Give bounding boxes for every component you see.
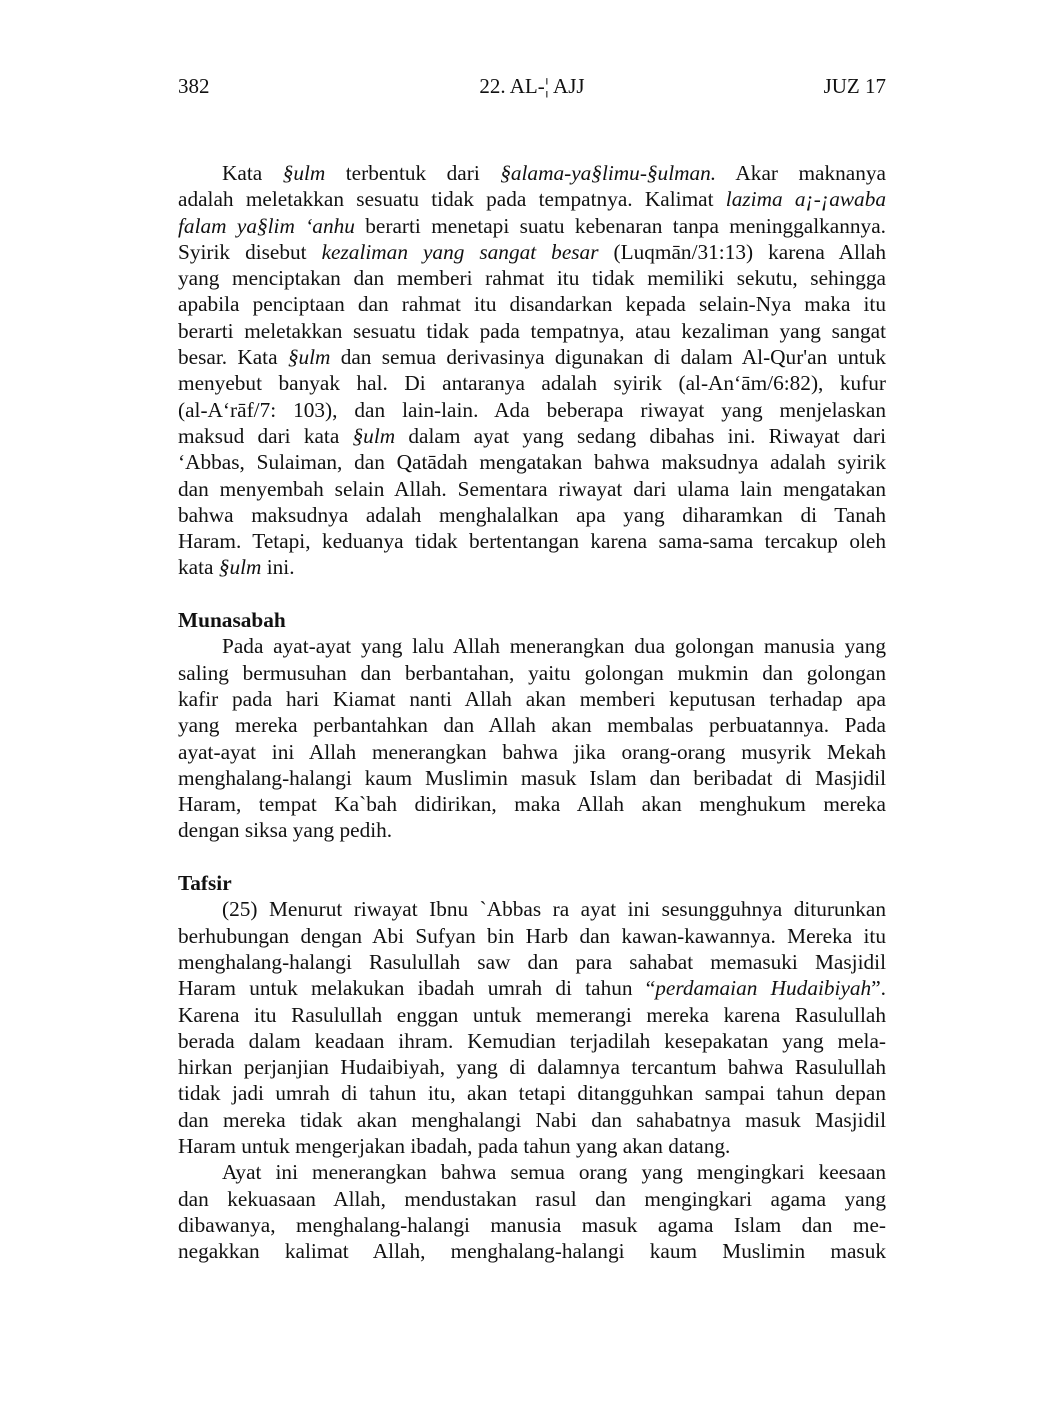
text-run: (25) Menurut riwayat Ibnu `Abbas ra ayat ini sesungguhnya diturunkan <box>222 897 886 922</box>
text-run: dan mereka tidak akan menghalangi Nabi dan sahabatnya masuk Masjidil <box>178 1107 886 1132</box>
text-line <box>178 397 886 423</box>
italic-term: lazima a¡-¡awaba <box>725 187 886 212</box>
text-line <box>178 186 886 212</box>
text-line <box>178 1212 886 1238</box>
chapter-title: 22. AL-¦ AJJ <box>479 74 585 98</box>
text-run: ‘Abbas, Sulaiman, dan Qatādah mengatakan bahwa maksudnya adalah syirik <box>178 450 886 475</box>
running-header <box>178 74 886 102</box>
text-run: Syirik disebut <box>178 239 322 264</box>
text-line <box>178 449 886 475</box>
text-run: Pada ayat-ayat yang lalu Allah menerangkan dua golongan manusia yang <box>222 634 886 659</box>
text-line <box>178 1107 886 1133</box>
italic-term: §ulm <box>282 161 326 185</box>
text-run: ayat-ayat ini Allah menerangkan bahwa jika orang-orang musyrik Mekah <box>178 739 886 764</box>
text-line <box>178 476 886 502</box>
section-heading: Tafsir <box>178 871 232 896</box>
text-line <box>178 686 886 712</box>
text-run: hirkan perjanjian Hudaibiyah, yang di dalamnya tercantum bahwa Rasulullah <box>178 1055 886 1080</box>
text-line <box>178 423 886 449</box>
text-run: dibawanya, menghalang-halangi manusia masuk agama Islam dan me- <box>178 1212 886 1237</box>
italic-term: §alama-ya§limu-§ulman. <box>500 161 717 185</box>
text-run: adalah meletakkan sesuatu tidak pada tempatnya. Kalimat <box>178 187 726 212</box>
text-line <box>178 265 886 291</box>
paragraph <box>178 896 886 1159</box>
text-run: dan semua derivasinya digunakan di dalam Al-Qur'an untuk <box>330 345 886 370</box>
text-run: besar. Kata <box>178 345 288 370</box>
text-run: Kata <box>222 161 283 185</box>
text-run: Haram untuk mengerjakan ibadah, pada tahun yang akan datang. <box>178 1133 731 1158</box>
text-run: Haram, tempat Ka`bah didirikan, maka Allah akan menghukum mereka <box>178 792 886 817</box>
text-run: berhubungan dengan Abi Sufyan bin Harb dan kawan-kawannya. Mereka itu <box>178 923 886 948</box>
text-line <box>178 712 886 738</box>
italic-term: §ulm <box>287 345 331 370</box>
paragraph <box>178 1159 886 1264</box>
text-line <box>178 291 886 317</box>
text-run: dan kekuasaan Allah, mendustakan rasul dan mengingkari agama yang <box>178 1186 886 1211</box>
italic-term: falam ya§lim ‘anhu <box>178 213 355 238</box>
text-line <box>178 975 886 1001</box>
text-line <box>178 791 886 817</box>
text-run: bahwa maksudnya adalah menghalalkan apa yang diharamkan di Tanah <box>178 502 886 527</box>
text-run: Karena itu Rasulullah enggan untuk memerangi mereka karena Rasulullah <box>178 1002 886 1027</box>
text-line <box>178 160 886 186</box>
text-line <box>178 739 886 765</box>
text-line <box>178 1133 886 1159</box>
italic-term: §ulm <box>218 555 262 580</box>
text-line <box>178 1159 886 1185</box>
text-line <box>178 896 886 922</box>
text-line <box>178 633 886 659</box>
text-line <box>178 949 886 975</box>
text-line <box>178 318 886 344</box>
text-line <box>178 213 886 239</box>
text-run: menghalang-halangi kaum Muslimin masuk Islam dan beribadat di Masjidil <box>178 765 886 790</box>
text-line <box>178 239 886 265</box>
paragraph <box>178 160 886 581</box>
text-run: yang mereka perbantahkan dan Allah akan membalas perbuatannya. Pada <box>178 713 886 738</box>
paragraph <box>178 633 886 843</box>
text-run: maksud dari kata <box>178 423 353 448</box>
text-run: menyebut banyak hal. Di antaranya adalah syirik (al-An‘ām/6:82), kufur <box>178 371 886 396</box>
text-run: saling bermusuhan dan berbantahan, yaitu golongan mukmin dan golongan <box>178 660 886 685</box>
page-body <box>178 160 886 1264</box>
blank-line <box>178 581 886 607</box>
text-run: berarti menetapi suatu kebenaran tanpa meninggalkannya. <box>354 213 886 238</box>
text-line <box>178 1028 886 1054</box>
text-run: negakkan kalimat Allah, menghalang-halangi kaum Muslimin masuk <box>178 1239 886 1264</box>
text-run: Akar maknanya <box>716 161 886 185</box>
text-line <box>178 923 886 949</box>
text-line <box>178 817 886 843</box>
text-line <box>178 1054 886 1080</box>
text-line <box>178 1186 886 1212</box>
text-run: berada dalam keadaan ihram. Kemudian terjadilah kesepakatan yang mela- <box>178 1028 886 1053</box>
text-run: tidak jadi umrah di tahun itu, akan tetapi ditangguhkan sampai tahun depan <box>178 1081 886 1106</box>
text-line <box>178 765 886 791</box>
italic-term: perdamaian Hudaibiyah <box>655 976 872 1001</box>
blank-line <box>178 844 886 870</box>
text-run: kata <box>178 555 219 580</box>
text-line <box>178 1238 886 1264</box>
text-run: (Luqmān/31:13) karena Allah <box>598 239 886 264</box>
text-run: menghalang-halangi Rasulullah saw dan para sahabat memasuki Masjidil <box>178 949 886 974</box>
italic-term: §ulm <box>352 423 396 448</box>
text-line <box>178 1002 886 1028</box>
text-line <box>178 502 886 528</box>
text-run: (al-A‘rāf/7: 103), dan lain-lain. Ada beberapa riwayat yang menjelaskan <box>178 397 886 422</box>
text-run: berarti meletakkan sesuatu tidak pada tempatnya, atau kezaliman yang sangat <box>178 318 886 343</box>
text-run: ini. <box>261 555 295 580</box>
text-run: Haram untuk melakukan ibadah umrah di tahun “ <box>178 976 656 1001</box>
text-run: dengan siksa yang pedih. <box>178 818 393 843</box>
page-number: 382 <box>178 74 210 98</box>
text-line <box>178 554 886 580</box>
text-run: yang menciptakan dan memberi rahmat itu tidak memiliki sekutu, sehingga <box>178 266 886 291</box>
section-heading: Munasabah <box>178 608 286 633</box>
italic-term: kezaliman yang sangat besar <box>321 239 599 264</box>
text-line <box>178 1080 886 1106</box>
juz-label: JUZ 17 <box>823 74 886 98</box>
text-line <box>178 660 886 686</box>
text-run: Haram. Tetapi, keduanya tidak bertentangan karena sama-sama tercakup oleh <box>178 529 886 554</box>
text-run: terbentuk dari <box>325 161 501 185</box>
text-line <box>178 370 886 396</box>
text-run: ”. <box>871 976 886 1001</box>
text-run: dan menyembah selain Allah. Sementara riwayat dari ulama lain mengatakan <box>178 476 886 501</box>
text-run: apabila penciptaan dan rahmat itu disandarkan kepada selain-Nya maka itu <box>178 292 886 317</box>
text-line <box>178 344 886 370</box>
text-run: kafir pada hari Kiamat nanti Allah akan memberi keputusan terhadap apa <box>178 686 886 711</box>
text-run: Ayat ini menerangkan bahwa semua orang yang mengingkari keesaan <box>222 1160 886 1185</box>
text-run: dalam ayat yang sedang dibahas ini. Riwayat dari <box>395 423 886 448</box>
text-line <box>178 528 886 554</box>
